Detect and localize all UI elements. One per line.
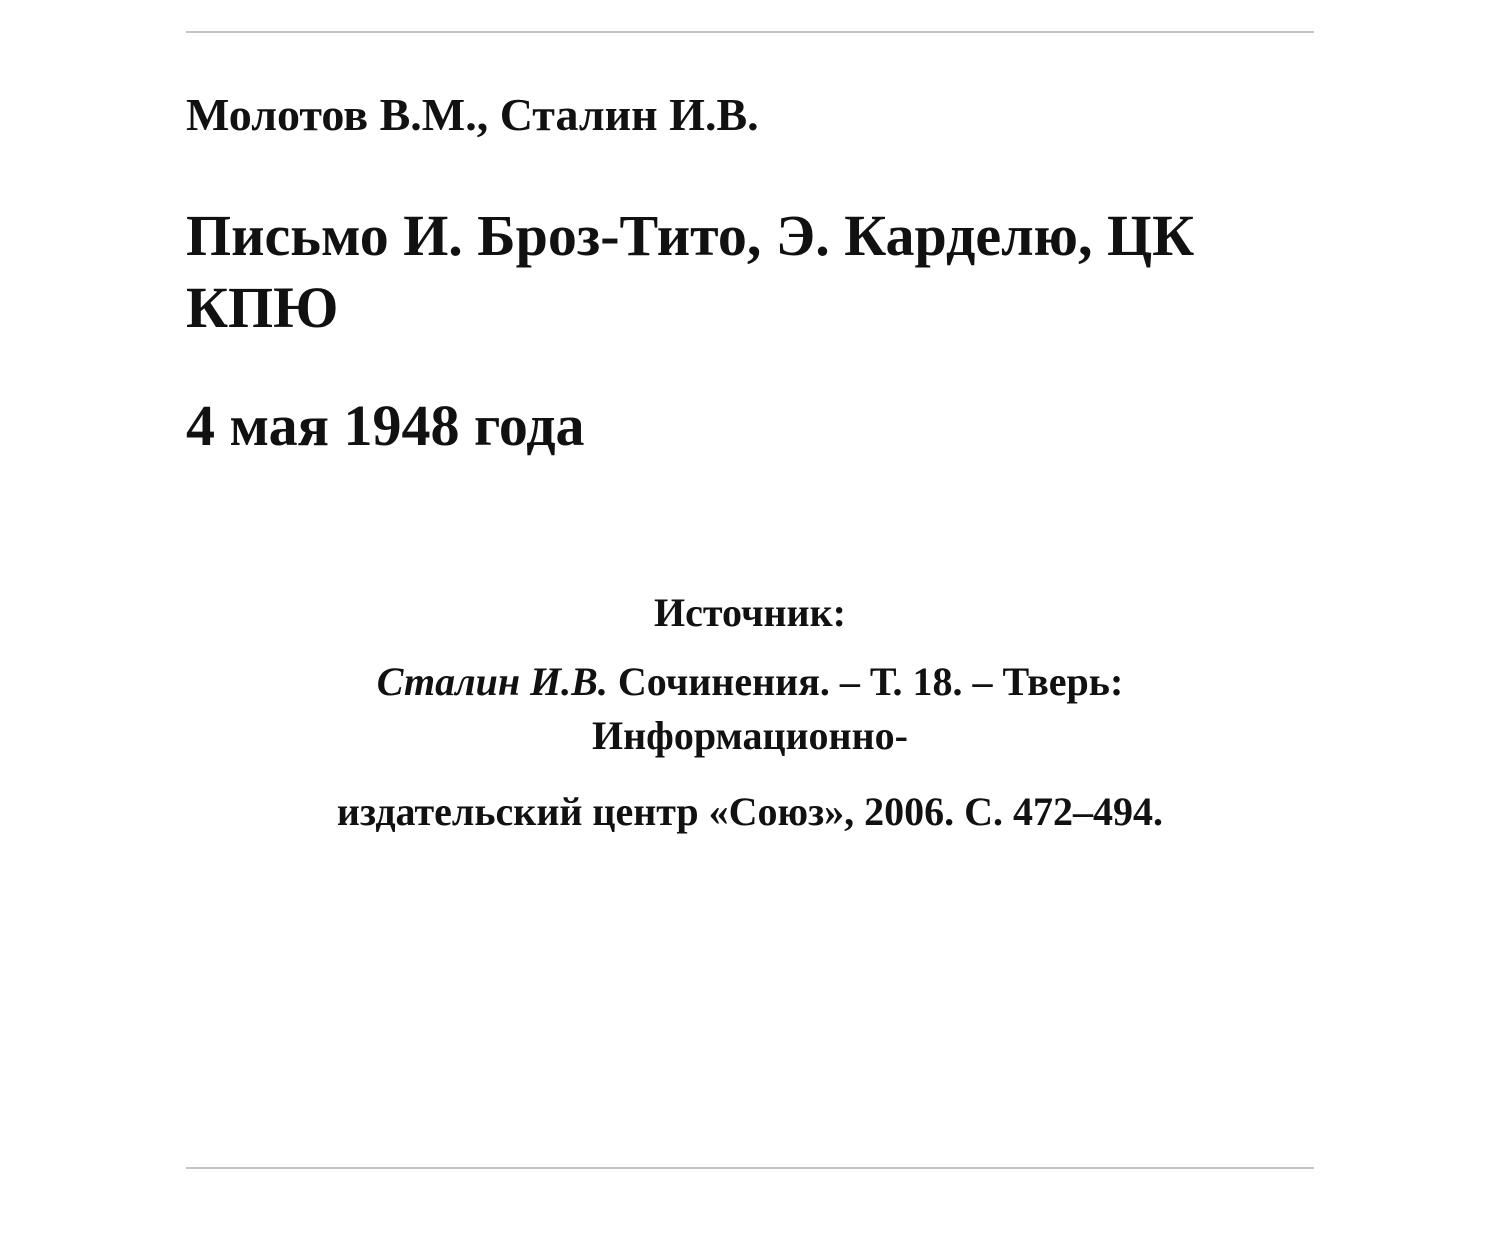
citation-publisher: издательский центр «Союз», 2006. С. 472–494.	[336, 789, 1164, 834]
bottom-divider	[186, 1167, 1314, 1169]
citation-author: Сталин И.В.	[376, 659, 608, 704]
source-block	[186, 585, 1314, 839]
top-divider	[186, 31, 1314, 33]
source-heading: Источник:	[654, 590, 846, 635]
citation-text: Сочинения. – Т. 18. – Тверь: Информационно-	[592, 659, 1124, 758]
document-date: 4 мая 1948 года	[186, 393, 585, 458]
source-citation	[186, 655, 1314, 763]
document-author: Молотов В.М., Сталин И.В.	[186, 89, 759, 140]
document-title: Письмо И. Броз-Тито, Э. Карделю, ЦК КПЮ	[186, 203, 1195, 340]
